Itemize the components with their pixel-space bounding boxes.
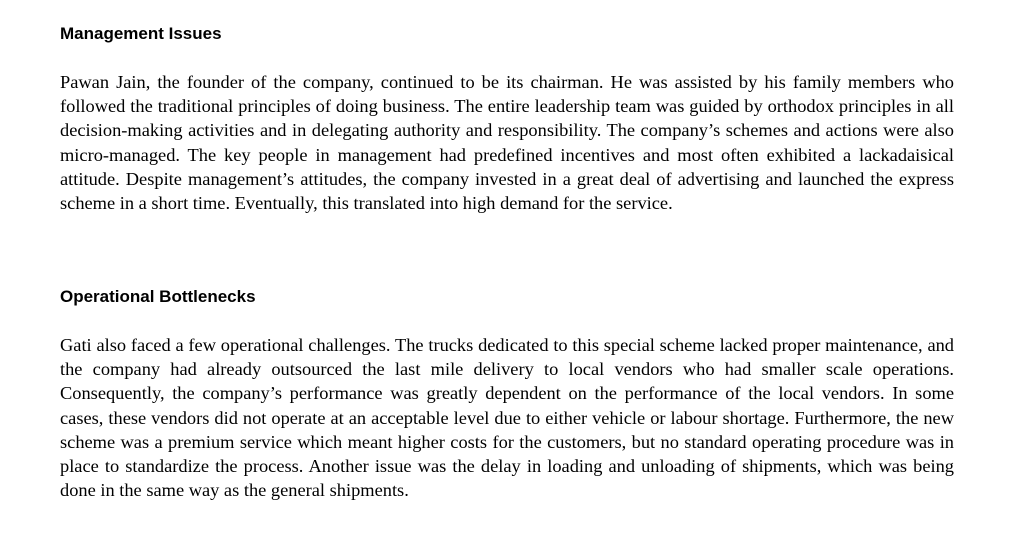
section-heading-management-issues: Management Issues: [60, 24, 222, 43]
section-heading-operational-bottlenecks: Operational Bottlenecks: [60, 287, 256, 306]
section-body-operational-bottlenecks: Gati also faced a few operational challenges. The trucks dedicated to this special scheme lacked proper maintenance, and the company had already outsourced the last mile delivery to local vendors who had smaller scale operations. Consequently, the company’s performance was greatly dependent on the performance of the local vendors. In some cases, these vendors did not operate at an acceptable level due to either vehicle or labour shortage. Furthermore, the new scheme was a premium service which meant higher costs for the customers, but no standard operating procedure was in place to standardize the process. Another issue was the delay in loading and unloading of shipments, which was being done in the same way as the general shipments.: [60, 335, 954, 501]
section-body-management-issues: Pawan Jain, the founder of the company, continued to be its chairman. He was assisted by his family members who followed the traditional principles of doing business. The entire leadership team was guided by orthodox principles in all decision-making activities and in delegating authority and responsibility. The company’s schemes and actions were also micro-managed. The key people in management had predefined incentives and most often exhibited a lackadaisical attitude. Despite management’s attitudes, the company invested in a great deal of advertising and launched the express scheme in a short time. Eventually, this translated into high demand for the service.: [60, 72, 954, 214]
